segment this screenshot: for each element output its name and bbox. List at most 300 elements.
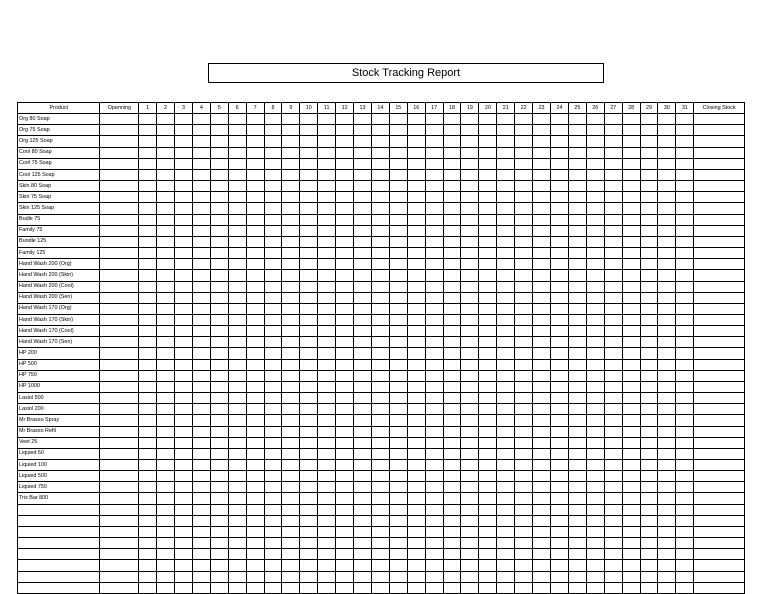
stock-entry-cell — [461, 448, 479, 459]
stock-entry-cell — [640, 448, 658, 459]
table-row — [18, 404, 745, 415]
stock-entry-cell — [264, 471, 282, 482]
stock-entry-cell — [604, 493, 622, 504]
stock-entry-cell — [568, 292, 586, 303]
stock-entry-cell — [228, 203, 246, 214]
stock-entry-cell — [676, 348, 694, 359]
stock-entry-cell — [568, 236, 586, 247]
stock-entry-cell — [425, 582, 443, 593]
stock-entry-cell — [586, 526, 604, 537]
stock-entry-cell — [174, 482, 192, 493]
stock-entry-cell — [425, 214, 443, 225]
stock-entry-cell — [371, 125, 389, 136]
stock-entry-cell — [264, 125, 282, 136]
stock-entry-cell — [174, 136, 192, 147]
stock-entry-cell — [497, 370, 515, 381]
stock-entry-cell — [694, 515, 745, 526]
stock-entry-cell — [604, 225, 622, 236]
stock-entry-cell — [425, 571, 443, 582]
stock-entry-cell — [336, 493, 354, 504]
stock-entry-cell — [497, 326, 515, 337]
stock-entry-cell — [604, 348, 622, 359]
stock-entry-cell — [568, 538, 586, 549]
stock-entry-cell — [228, 482, 246, 493]
stock-entry-cell — [515, 393, 533, 404]
stock-entry-cell — [210, 181, 228, 192]
stock-entry-cell — [318, 314, 336, 325]
stock-entry-cell — [407, 359, 425, 370]
stock-entry-cell — [676, 393, 694, 404]
stock-entry-cell — [318, 292, 336, 303]
stock-entry-cell — [407, 370, 425, 381]
stock-entry-cell — [604, 292, 622, 303]
stock-entry-cell — [157, 460, 175, 471]
stock-entry-cell — [264, 437, 282, 448]
stock-entry-cell — [658, 337, 676, 348]
stock-entry-cell — [515, 471, 533, 482]
stock-entry-cell — [228, 560, 246, 571]
stock-entry-cell — [622, 259, 640, 270]
stock-entry-cell — [318, 471, 336, 482]
stock-entry-cell — [100, 125, 139, 136]
stock-entry-cell — [282, 214, 300, 225]
stock-entry-cell — [479, 281, 497, 292]
stock-entry-cell — [389, 482, 407, 493]
stock-entry-cell — [479, 381, 497, 392]
stock-entry-cell — [443, 181, 461, 192]
stock-entry-cell — [676, 415, 694, 426]
stock-entry-cell — [497, 192, 515, 203]
stock-entry-cell — [640, 515, 658, 526]
stock-entry-cell — [371, 169, 389, 180]
stock-entry-cell — [192, 460, 210, 471]
stock-entry-cell — [551, 549, 569, 560]
stock-entry-cell — [622, 571, 640, 582]
stock-entry-cell — [676, 225, 694, 236]
stock-entry-cell — [389, 270, 407, 281]
stock-entry-cell — [515, 482, 533, 493]
stock-entry-cell — [371, 236, 389, 247]
product-name-cell: Bundle 125 — [18, 236, 100, 247]
stock-entry-cell — [354, 326, 372, 337]
stock-entry-cell — [640, 147, 658, 158]
stock-entry-cell — [604, 538, 622, 549]
stock-entry-cell — [640, 181, 658, 192]
stock-entry-cell — [497, 504, 515, 515]
stock-entry-cell — [425, 437, 443, 448]
stock-entry-cell — [336, 125, 354, 136]
stock-entry-cell — [497, 292, 515, 303]
stock-entry-cell — [407, 314, 425, 325]
stock-entry-cell — [461, 270, 479, 281]
stock-entry-cell — [568, 248, 586, 259]
stock-entry-cell — [479, 303, 497, 314]
stock-entry-cell — [586, 214, 604, 225]
stock-entry-cell — [210, 493, 228, 504]
stock-entry-cell — [533, 381, 551, 392]
stock-entry-cell — [246, 270, 264, 281]
stock-entry-cell — [100, 114, 139, 125]
stock-entry-cell — [192, 158, 210, 169]
stock-entry-cell — [425, 192, 443, 203]
table-header-row — [18, 103, 745, 114]
stock-entry-cell — [210, 359, 228, 370]
stock-entry-cell — [264, 147, 282, 158]
stock-entry-cell — [515, 181, 533, 192]
stock-entry-cell — [192, 136, 210, 147]
stock-entry-cell — [407, 203, 425, 214]
stock-entry-cell — [174, 404, 192, 415]
stock-entry-cell — [389, 214, 407, 225]
stock-entry-cell — [568, 482, 586, 493]
stock-entry-cell — [336, 303, 354, 314]
stock-entry-cell — [497, 538, 515, 549]
stock-entry-cell — [533, 538, 551, 549]
stock-entry-cell — [139, 326, 157, 337]
stock-entry-cell — [515, 114, 533, 125]
stock-entry-cell — [551, 114, 569, 125]
table-row — [18, 415, 745, 426]
stock-entry-cell — [640, 337, 658, 348]
stock-entry-cell — [157, 515, 175, 526]
stock-entry-cell — [676, 448, 694, 459]
stock-entry-cell — [461, 582, 479, 593]
product-name-cell: Hand Wash 170 (Cool) — [18, 326, 100, 337]
stock-entry-cell — [425, 515, 443, 526]
stock-entry-cell — [497, 415, 515, 426]
stock-entry-cell — [139, 482, 157, 493]
stock-entry-cell — [300, 348, 318, 359]
stock-entry-cell — [622, 214, 640, 225]
stock-entry-cell — [676, 337, 694, 348]
stock-entry-cell — [407, 448, 425, 459]
stock-entry-cell — [479, 359, 497, 370]
stock-entry-cell — [336, 192, 354, 203]
stock-entry-cell — [389, 248, 407, 259]
stock-entry-cell — [443, 359, 461, 370]
stock-entry-cell — [354, 571, 372, 582]
stock-entry-cell — [497, 303, 515, 314]
stock-entry-cell — [694, 538, 745, 549]
stock-entry-cell — [551, 560, 569, 571]
stock-entry-cell — [604, 515, 622, 526]
stock-entry-cell — [192, 381, 210, 392]
stock-entry-cell — [389, 493, 407, 504]
stock-entry-cell — [210, 393, 228, 404]
stock-entry-cell — [515, 415, 533, 426]
stock-entry-cell — [515, 326, 533, 337]
stock-entry-cell — [174, 370, 192, 381]
stock-entry-cell — [100, 281, 139, 292]
stock-entry-cell — [533, 314, 551, 325]
stock-entry-cell — [407, 549, 425, 560]
stock-entry-cell — [586, 259, 604, 270]
stock-entry-cell — [354, 493, 372, 504]
stock-entry-cell — [318, 236, 336, 247]
stock-entry-cell — [139, 538, 157, 549]
stock-entry-cell — [640, 236, 658, 247]
stock-entry-cell — [336, 270, 354, 281]
stock-entry-cell — [100, 482, 139, 493]
stock-entry-cell — [640, 381, 658, 392]
stock-entry-cell — [192, 471, 210, 482]
stock-entry-cell — [139, 136, 157, 147]
stock-entry-cell — [461, 381, 479, 392]
stock-entry-cell — [139, 158, 157, 169]
stock-entry-cell — [604, 181, 622, 192]
stock-entry-cell — [246, 259, 264, 270]
stock-entry-cell — [407, 493, 425, 504]
stock-entry-cell — [100, 314, 139, 325]
stock-entry-cell — [694, 181, 745, 192]
stock-entry-cell — [622, 292, 640, 303]
stock-entry-cell — [246, 158, 264, 169]
stock-entry-cell — [282, 270, 300, 281]
stock-entry-cell — [640, 114, 658, 125]
stock-entry-cell — [139, 448, 157, 459]
stock-entry-cell — [264, 348, 282, 359]
stock-entry-cell — [407, 303, 425, 314]
stock-entry-cell — [461, 404, 479, 415]
stock-entry-cell — [100, 348, 139, 359]
stock-entry-cell — [676, 381, 694, 392]
stock-entry-cell — [551, 225, 569, 236]
stock-entry-cell — [497, 549, 515, 560]
stock-entry-cell — [568, 471, 586, 482]
stock-entry-cell — [139, 214, 157, 225]
stock-entry-cell — [174, 348, 192, 359]
stock-entry-cell — [461, 136, 479, 147]
stock-entry-cell — [318, 259, 336, 270]
stock-entry-cell — [622, 337, 640, 348]
opening-column-header: Openning — [100, 103, 139, 114]
stock-entry-cell — [479, 437, 497, 448]
stock-entry-cell — [622, 181, 640, 192]
stock-entry-cell — [694, 270, 745, 281]
stock-entry-cell — [336, 359, 354, 370]
stock-entry-cell — [264, 560, 282, 571]
stock-entry-cell — [246, 504, 264, 515]
table-row — [18, 538, 745, 549]
stock-entry-cell — [694, 393, 745, 404]
stock-entry-cell — [318, 169, 336, 180]
stock-entry-cell — [336, 415, 354, 426]
stock-entry-cell — [425, 270, 443, 281]
stock-entry-cell — [533, 281, 551, 292]
stock-entry-cell — [264, 515, 282, 526]
stock-entry-cell — [533, 460, 551, 471]
stock-entry-cell — [354, 337, 372, 348]
stock-entry-cell — [676, 314, 694, 325]
stock-entry-cell — [658, 504, 676, 515]
stock-entry-cell — [676, 270, 694, 281]
stock-entry-cell — [461, 393, 479, 404]
stock-entry-cell — [389, 415, 407, 426]
stock-entry-cell — [676, 248, 694, 259]
stock-entry-cell — [586, 582, 604, 593]
stock-entry-cell — [100, 493, 139, 504]
stock-entry-cell — [586, 181, 604, 192]
day-column-header: 5 — [210, 103, 228, 114]
stock-entry-cell — [497, 314, 515, 325]
stock-entry-cell — [658, 482, 676, 493]
stock-entry-cell — [371, 259, 389, 270]
stock-entry-cell — [300, 225, 318, 236]
stock-entry-cell — [371, 326, 389, 337]
stock-entry-cell — [461, 504, 479, 515]
stock-entry-cell — [425, 125, 443, 136]
product-name-cell: Lasiol 200 — [18, 404, 100, 415]
stock-entry-cell — [354, 259, 372, 270]
stock-entry-cell — [407, 225, 425, 236]
stock-entry-cell — [336, 236, 354, 247]
stock-entry-cell — [336, 203, 354, 214]
stock-entry-cell — [246, 147, 264, 158]
stock-entry-cell — [157, 114, 175, 125]
stock-entry-cell — [336, 348, 354, 359]
stock-entry-cell — [157, 303, 175, 314]
stock-entry-cell — [622, 370, 640, 381]
stock-entry-cell — [676, 326, 694, 337]
product-name-cell: Trix Bar 800 — [18, 493, 100, 504]
stock-entry-cell — [100, 303, 139, 314]
stock-entry-cell — [604, 158, 622, 169]
stock-entry-cell — [389, 582, 407, 593]
stock-entry-cell — [318, 538, 336, 549]
stock-entry-cell — [676, 571, 694, 582]
stock-entry-cell — [228, 381, 246, 392]
stock-entry-cell — [246, 292, 264, 303]
stock-entry-cell — [479, 158, 497, 169]
stock-entry-cell — [551, 482, 569, 493]
stock-entry-cell — [676, 504, 694, 515]
stock-entry-cell — [157, 214, 175, 225]
stock-entry-cell — [551, 248, 569, 259]
stock-entry-cell — [210, 560, 228, 571]
day-column-header: 23 — [533, 103, 551, 114]
stock-entry-cell — [100, 225, 139, 236]
stock-entry-cell — [461, 515, 479, 526]
stock-entry-cell — [354, 248, 372, 259]
stock-entry-cell — [336, 515, 354, 526]
stock-entry-cell — [676, 259, 694, 270]
stock-entry-cell — [282, 538, 300, 549]
stock-entry-cell — [586, 370, 604, 381]
day-column-header: 26 — [586, 103, 604, 114]
stock-entry-cell — [210, 203, 228, 214]
stock-entry-cell — [100, 471, 139, 482]
stock-entry-cell — [443, 203, 461, 214]
product-name-cell: Liquied 500 — [18, 471, 100, 482]
stock-entry-cell — [694, 236, 745, 247]
stock-entry-cell — [551, 515, 569, 526]
stock-entry-cell — [676, 549, 694, 560]
stock-entry-cell — [604, 326, 622, 337]
stock-entry-cell — [210, 538, 228, 549]
stock-entry-cell — [461, 125, 479, 136]
stock-entry-cell — [228, 493, 246, 504]
stock-entry-cell — [622, 582, 640, 593]
stock-entry-cell — [246, 125, 264, 136]
stock-entry-cell — [354, 181, 372, 192]
stock-entry-cell — [676, 114, 694, 125]
stock-entry-cell — [282, 337, 300, 348]
stock-entry-cell — [300, 493, 318, 504]
stock-entry-cell — [100, 504, 139, 515]
stock-entry-cell — [622, 281, 640, 292]
stock-entry-cell — [300, 437, 318, 448]
stock-entry-cell — [694, 136, 745, 147]
stock-entry-cell — [604, 404, 622, 415]
stock-entry-cell — [354, 158, 372, 169]
stock-entry-cell — [479, 415, 497, 426]
stock-entry-cell — [174, 560, 192, 571]
stock-entry-cell — [425, 560, 443, 571]
stock-entry-cell — [246, 348, 264, 359]
stock-entry-cell — [282, 158, 300, 169]
stock-entry-cell — [282, 314, 300, 325]
stock-entry-cell — [622, 415, 640, 426]
stock-entry-cell — [497, 281, 515, 292]
stock-entry-cell — [533, 448, 551, 459]
stock-entry-cell — [264, 270, 282, 281]
stock-entry-cell — [354, 169, 372, 180]
product-name-cell — [18, 571, 100, 582]
stock-entry-cell — [157, 248, 175, 259]
stock-entry-cell — [461, 169, 479, 180]
stock-entry-cell — [658, 181, 676, 192]
stock-entry-cell — [568, 192, 586, 203]
stock-entry-cell — [497, 158, 515, 169]
stock-entry-cell — [551, 426, 569, 437]
stock-entry-cell — [371, 415, 389, 426]
stock-entry-cell — [300, 582, 318, 593]
stock-entry-cell — [622, 348, 640, 359]
stock-entry-cell — [389, 136, 407, 147]
stock-entry-cell — [336, 471, 354, 482]
stock-entry-cell — [389, 125, 407, 136]
stock-entry-cell — [157, 169, 175, 180]
stock-entry-cell — [100, 560, 139, 571]
stock-entry-cell — [174, 526, 192, 537]
stock-entry-cell — [425, 114, 443, 125]
stock-entry-cell — [515, 348, 533, 359]
stock-entry-cell — [389, 359, 407, 370]
stock-entry-cell — [586, 493, 604, 504]
stock-entry-cell — [640, 225, 658, 236]
stock-entry-cell — [658, 270, 676, 281]
stock-entry-cell — [282, 326, 300, 337]
stock-entry-cell — [407, 393, 425, 404]
stock-entry-cell — [622, 270, 640, 281]
stock-entry-cell — [568, 404, 586, 415]
stock-entry-cell — [228, 549, 246, 560]
stock-entry-cell — [228, 192, 246, 203]
stock-entry-cell — [658, 225, 676, 236]
stock-entry-cell — [425, 225, 443, 236]
stock-entry-cell — [515, 504, 533, 515]
stock-entry-cell — [640, 248, 658, 259]
stock-entry-cell — [658, 259, 676, 270]
stock-entry-cell — [676, 460, 694, 471]
stock-entry-cell — [100, 214, 139, 225]
stock-entry-cell — [228, 359, 246, 370]
stock-entry-cell — [515, 337, 533, 348]
stock-entry-cell — [264, 482, 282, 493]
stock-entry-cell — [246, 114, 264, 125]
stock-entry-cell — [443, 236, 461, 247]
stock-entry-cell — [461, 493, 479, 504]
